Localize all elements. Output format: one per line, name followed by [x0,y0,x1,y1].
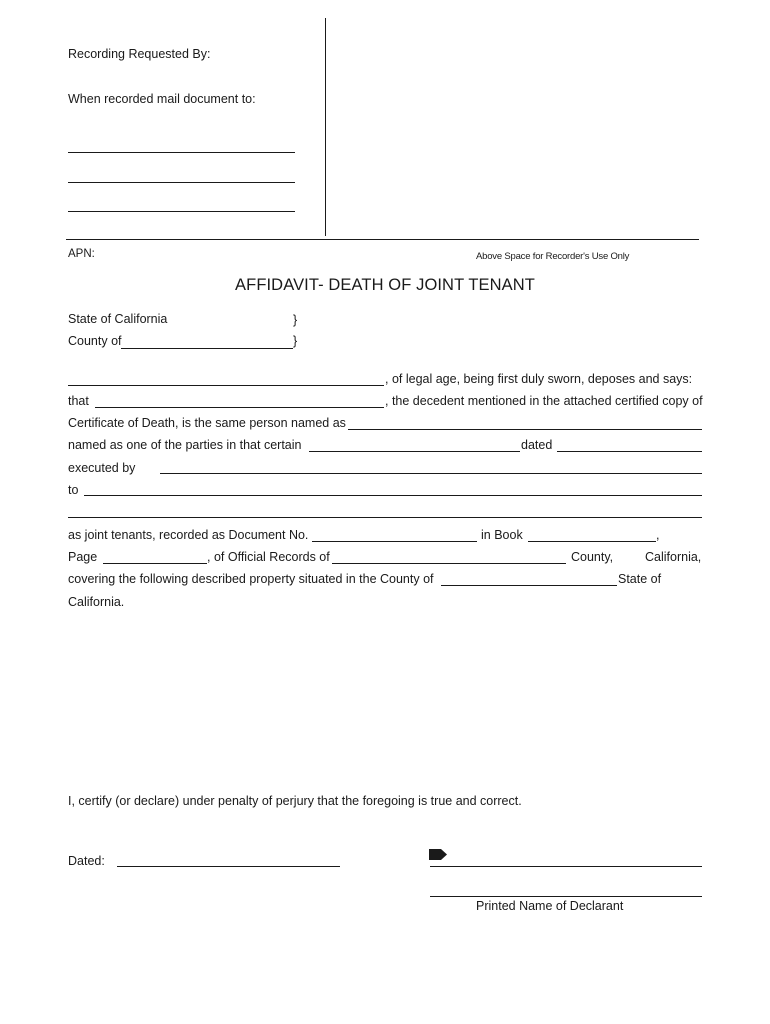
apn-field[interactable] [100,245,280,260]
california-end-text: California. [68,595,125,609]
header-divider [325,18,326,236]
named-as-text: named as one of the parties in that certain [68,438,302,452]
mail-to-line-2[interactable] [68,168,295,183]
mail-to-label: When recorded mail document to: [68,92,256,106]
page-field[interactable] [103,549,207,564]
records-county-field[interactable] [332,549,566,564]
property-county-field[interactable] [441,571,617,586]
covering-text: covering the following described property situated in the County of [68,572,434,586]
joint-tenants-text: as joint tenants, recorded as Document No. [68,528,309,542]
california-text: California, [645,550,702,564]
that-text: that [68,394,89,408]
certify-statement: I, certify (or declare) under penalty of perjury that the foregoing is true and correct. [68,794,522,808]
signature-field[interactable] [430,852,702,867]
book-field[interactable] [528,527,656,542]
recorder-space-divider [66,239,699,240]
dated-text: dated [521,438,553,452]
recording-requested-by-label: Recording Requested By: [68,47,211,61]
grantee-field-2[interactable] [68,503,702,518]
to-text: to [68,483,79,497]
instrument-date-field[interactable] [557,437,702,452]
apn-label: APN: [68,248,95,260]
executed-by-field[interactable] [160,459,702,474]
venue-brace-1: } [293,313,298,327]
document-title: AFFIDAVIT- DEATH OF JOINT TENANT [235,276,535,294]
document-number-field[interactable] [312,527,477,542]
named-as-field[interactable] [348,415,702,430]
in-book-text: in Book [481,528,523,542]
decedent-text: , the decedent mentioned in the attached certified copy of [385,394,703,408]
recorders-use-note: Above Space for Recorder's Use Only [476,251,630,262]
state-label: State of California [68,312,168,326]
executed-by-text: executed by [68,461,136,475]
printed-name-field[interactable] [430,882,702,897]
venue-brace-2: } [293,334,298,348]
book-comma: , [656,528,660,542]
printed-name-label: Printed Name of Declarant [476,899,624,913]
county-text: County, [571,550,614,564]
grantee-field[interactable] [84,481,702,496]
state-of-text: State of [618,572,662,586]
instrument-field[interactable] [309,437,520,452]
certificate-text: Certificate of Death, is the same person named as [68,416,346,430]
declarant-name-field[interactable] [68,371,384,386]
county-field[interactable] [121,334,293,349]
dated-label: Dated: [68,854,105,868]
county-label: County of [68,334,122,348]
mail-to-line-3[interactable] [68,197,295,212]
page-text: Page [68,550,98,564]
legal-age-text: , of legal age, being first duly sworn, deposes and says: [385,372,693,386]
dated-field[interactable] [117,852,340,867]
official-records-text: , of Official Records of [207,550,330,564]
mail-to-line-1[interactable] [68,138,295,153]
decedent-name-field[interactable] [95,393,384,408]
